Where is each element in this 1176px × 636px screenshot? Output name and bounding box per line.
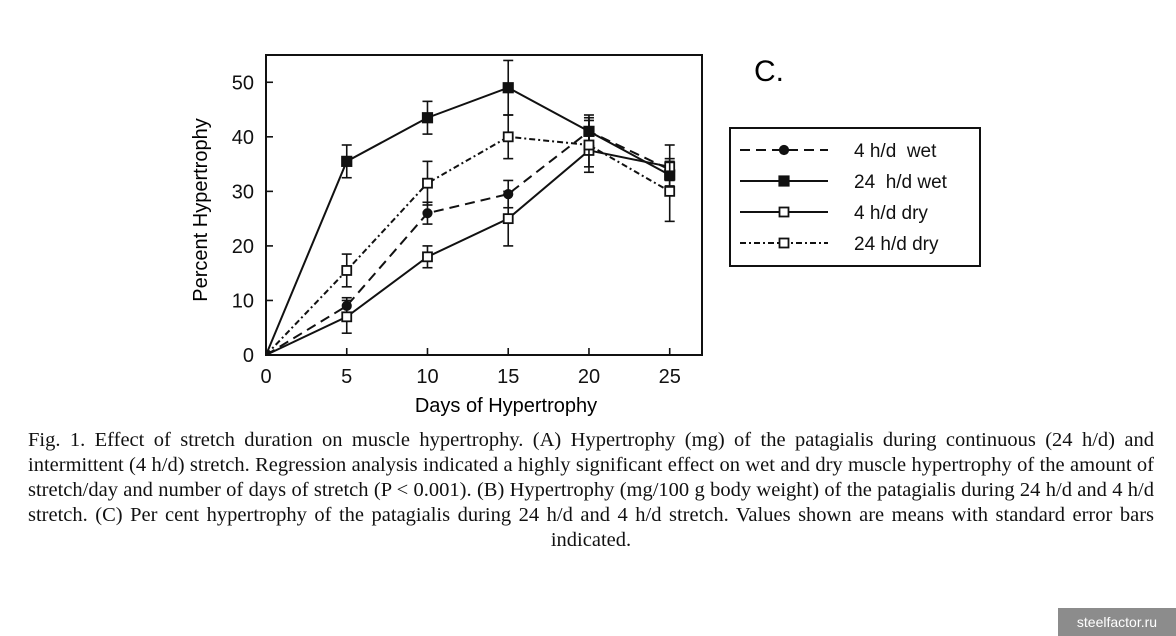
data-point [342,312,351,321]
series-2 [266,60,675,355]
legend-label: 4 h/d dry [854,203,928,224]
x-axis-label: Days of Hypertrophy [414,395,598,417]
x-tick-label: 25 [658,366,681,388]
data-point [504,214,513,223]
panel-label: C. [754,55,784,88]
legend-label: 24 h/d dry [854,234,939,255]
y-tick-label: 50 [231,72,254,95]
data-point [422,113,432,123]
data-point [342,156,352,166]
series-line [266,131,670,355]
plot-frame [266,55,702,355]
legend-marker [780,146,789,155]
x-tick-label: 5 [341,366,353,388]
x-tick-label: 20 [577,366,601,388]
data-point [504,132,513,141]
figure-caption: Fig. 1. Effect of stretch duration on muscle hypertrophy. (A) Hypertrophy (mg) of the patagialis during continuous (24 h/d) and intermittent (4 h/d) stretch. Regression analysis indicated a highly significant effect on wet and dry muscle hypertrophy of the amount of stretch/day and number of days of stretch (P < 0.001). (B) Hypertrophy (mg/100 g body weight) of the patagialis during 24 h/d and 4 h/d stretch. (C) Per cent hypertrophy of the patagialis during 24 h/d and 4 h/d stretch. Values shown are means with standard error bars indicated. [28,429,1154,551]
y-tick-label: 0 [242,345,254,367]
data-point [665,187,674,196]
y-tick-label: 40 [231,126,254,149]
y-tick-label: 30 [231,181,254,204]
legend-label: 24 h/d wet [854,172,947,193]
data-point [503,83,513,93]
watermark: steelfactor.ru [1058,608,1176,636]
series-4 [266,115,675,355]
data-point [584,141,593,150]
y-tick-label: 10 [231,290,254,313]
data-point [423,252,432,261]
legend-marker [780,239,789,248]
y-tick-label: 20 [231,235,254,258]
series-3 [266,134,675,355]
data-point [342,266,351,275]
x-tick-label: 10 [416,366,439,388]
x-tick-label: 15 [497,366,520,388]
data-point [423,179,432,188]
y-axis-label: Percent Hypertrophy [190,118,212,302]
series-line [266,88,670,355]
legend-marker [779,176,789,186]
x-tick-label: 0 [260,366,272,388]
legend-label: 4 h/d wet [854,141,937,162]
legend [730,128,980,266]
legend-marker [780,208,789,217]
series-line [266,137,670,355]
data-point [423,209,432,218]
series-line [266,150,670,355]
